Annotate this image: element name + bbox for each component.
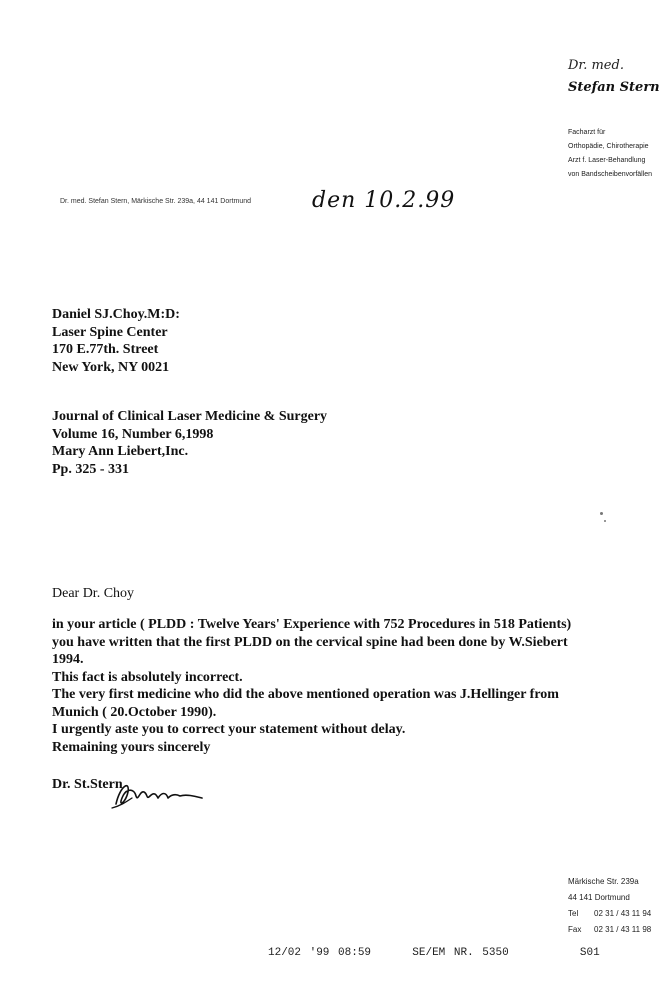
fax-time: 08:59 — [338, 947, 372, 959]
salutation: Dear Dr. Choy — [52, 586, 135, 601]
letterhead-line: Arzt f. Laser-Behandlung — [568, 157, 646, 164]
recipient-line: Laser Spine Center — [52, 324, 168, 340]
scan-speck — [600, 512, 603, 515]
fax-number: 5350 — [482, 947, 509, 959]
recipient-line: Daniel SJ.Choy.M:D: — [52, 307, 180, 322]
fax-transmission-line — [268, 947, 600, 959]
letterhead-line: Orthopädie, Chirotherapie — [568, 143, 649, 150]
body-line: The very first medicine who did the above mentioned operation was J.Hellinger from — [52, 687, 559, 702]
recipient-line: 170 E.77th. Street — [52, 342, 159, 357]
body-line: 1994. — [52, 652, 84, 667]
footer-tel-label: Tel — [568, 909, 579, 918]
recipient-line: New York, NY 0021 — [52, 359, 170, 375]
recipient-address — [52, 306, 180, 376]
scan-speck — [604, 520, 606, 522]
fax-page: S01 — [579, 947, 600, 959]
body-line: I urgently aste you to correct your statement without delay. — [52, 722, 406, 737]
footer-city: 44 141 Dortmund — [568, 893, 630, 902]
footer-fax-label: Fax — [568, 925, 582, 934]
journal-reference — [52, 408, 327, 478]
letter-body — [52, 616, 571, 756]
fax-code: SE/EM NR. — [412, 947, 474, 959]
letterhead-title: Dr. med. — [568, 58, 624, 73]
reference-line: Pp. 325 - 331 — [52, 461, 129, 477]
reference-line: Mary Ann Liebert,Inc. — [52, 444, 189, 459]
signature-scribble — [110, 778, 210, 812]
body-line: you have written that the first PLDD on the cervical spine had been done by W.Siebert — [52, 634, 568, 650]
closing-name: Dr. St.Stern — [52, 777, 123, 792]
body-line: This fact is absolutely incorrect. — [52, 669, 243, 685]
reference-line: Volume 16, Number 6,1998 — [52, 426, 214, 442]
footer-fax: 02 31 / 43 11 98 — [594, 925, 652, 934]
handwritten-date: den 10.2.99 — [312, 188, 456, 213]
fax-date: 12/02 '99 — [268, 947, 330, 959]
sender-return-address: Dr. med. Stefan Stern, Märkische Str. 239a, 44 141 Dortmund — [60, 198, 252, 205]
footer-tel: 02 31 / 43 11 94 — [594, 909, 652, 918]
body-line: Remaining yours sincerely — [52, 739, 211, 755]
letterhead-line: von Bandscheibenvorfällen — [568, 171, 653, 178]
footer-street: Märkische Str. 239a — [568, 877, 639, 886]
letterhead-line: Facharzt für — [568, 129, 606, 136]
body-line: Munich ( 20.October 1990). — [52, 704, 217, 720]
letterhead-name: Stefan Stern — [568, 80, 660, 95]
reference-line: Journal of Clinical Laser Medicine & Surgery — [52, 409, 328, 424]
body-line: in your article ( PLDD : Twelve Years' Experience with 752 Procedures in 518 Patients) — [52, 617, 572, 632]
